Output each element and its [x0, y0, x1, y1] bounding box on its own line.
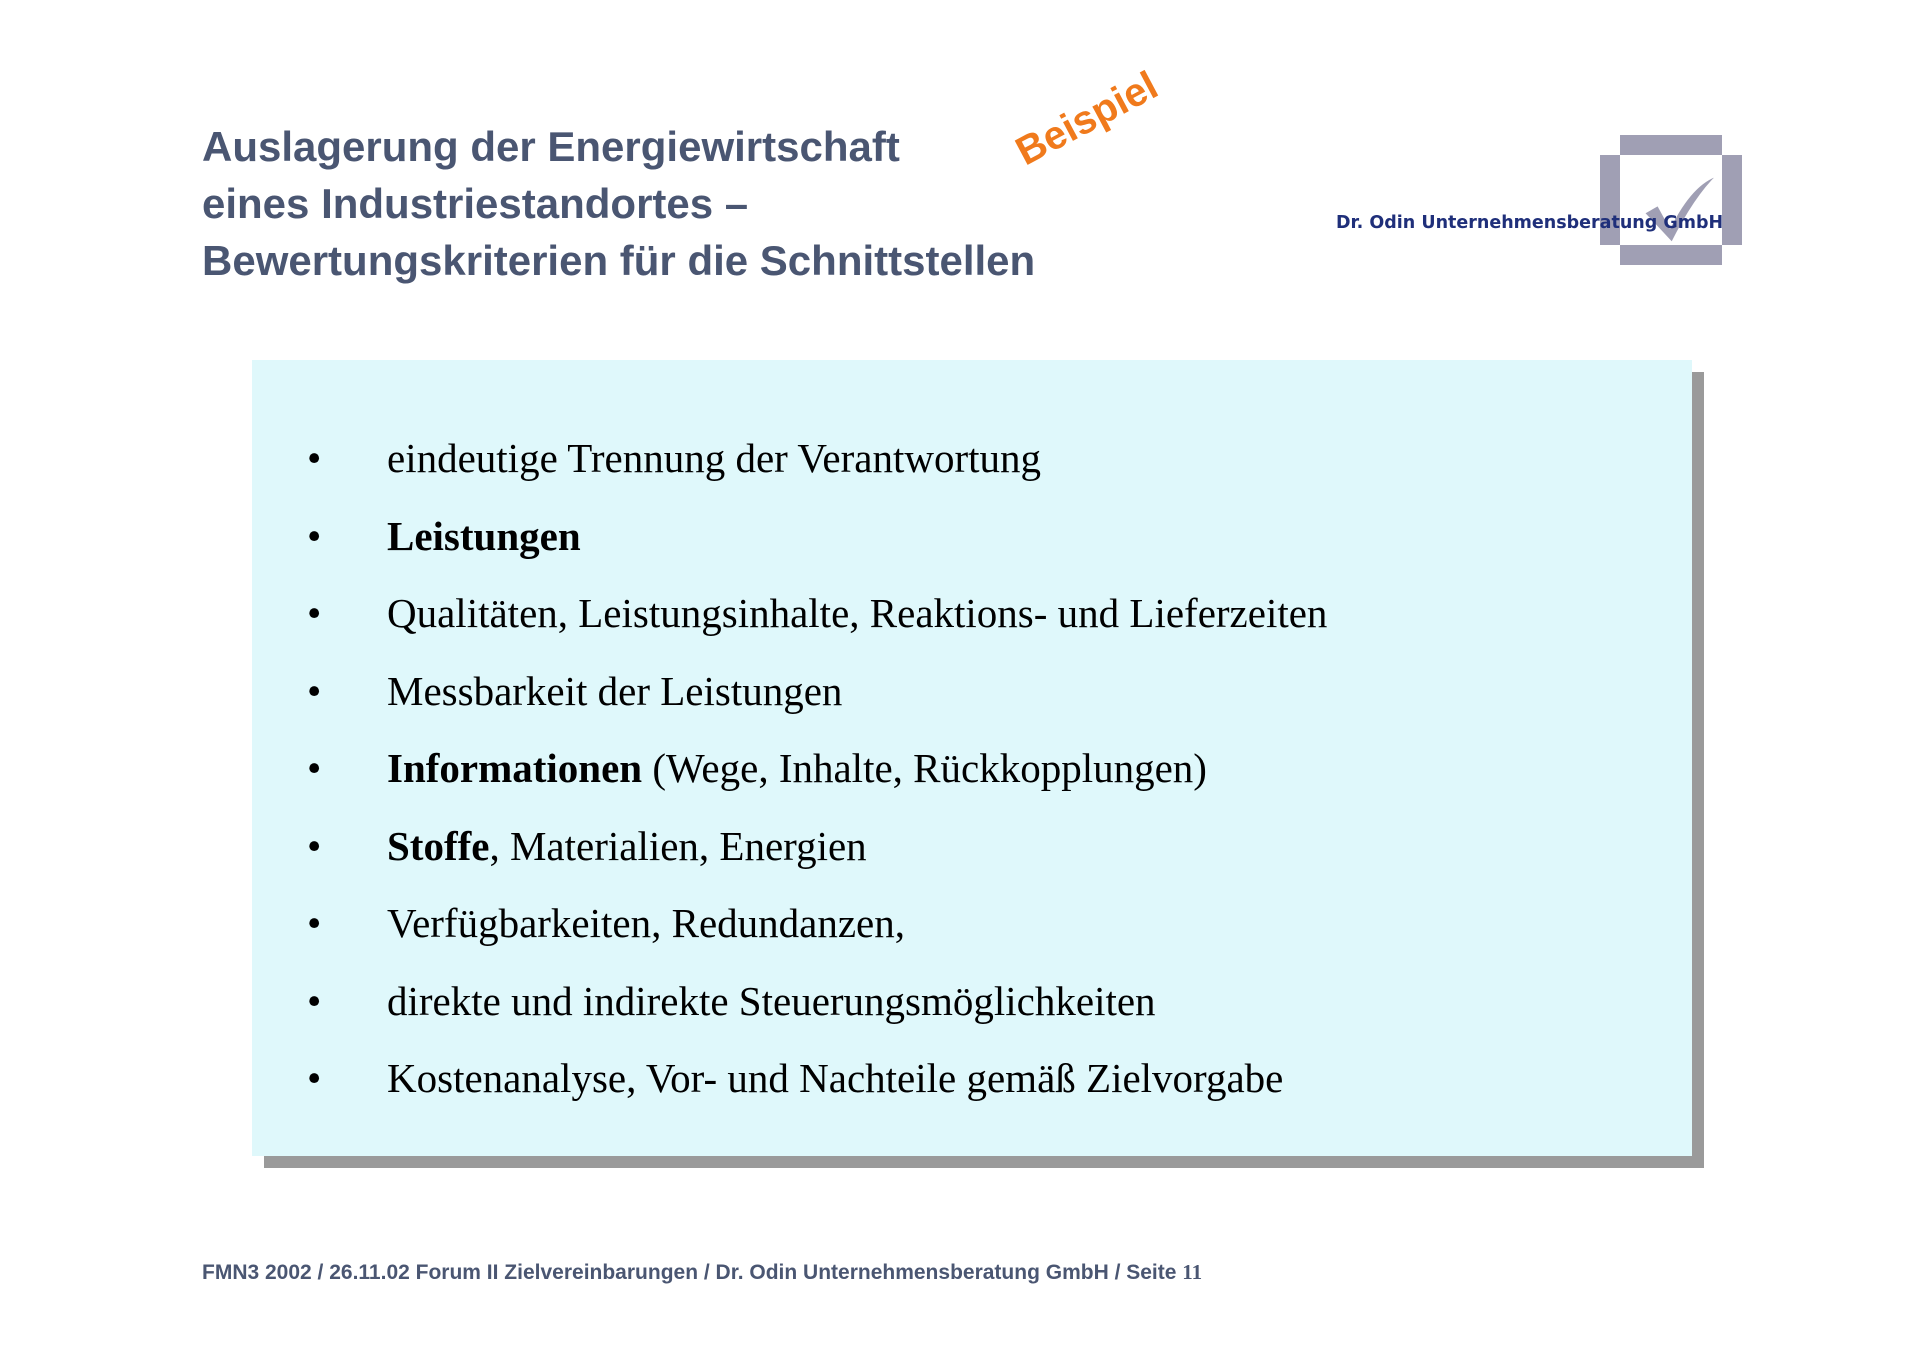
content-box	[252, 360, 1692, 1156]
bullet-point: •	[307, 512, 322, 559]
logo-text: Dr. Odin Unternehmensberatung GmbH	[1336, 213, 1724, 233]
company-logo	[1330, 135, 1750, 270]
bullet-point: •	[307, 745, 322, 791]
bullet-point: •	[307, 977, 322, 1024]
bullet-point: •	[307, 900, 322, 946]
example-badge: Beispiel	[1008, 63, 1165, 175]
list-item-text	[387, 653, 842, 731]
list-item-text	[387, 885, 905, 963]
list-item-regular: , Materialien, Energien	[489, 822, 867, 869]
list-item-bold: Stoffe	[387, 822, 490, 869]
list-item-text	[387, 963, 1156, 1041]
page-number: 11	[1182, 1260, 1203, 1284]
list-item-text	[387, 498, 581, 576]
slide-title	[202, 118, 1035, 289]
list-item-text	[387, 420, 1041, 498]
slide-footer	[202, 1260, 1202, 1285]
list-item-bold: Leistungen	[387, 512, 581, 559]
list-item-regular: Verfügbarkeiten, Redundanzen,	[387, 900, 905, 946]
footer-text: FMN3 2002 / 26.11.02 Forum II Zielvereinbarungen / Dr. Odin Unternehmensberatung GmbH / Seite	[202, 1261, 1183, 1284]
list-item-regular: direkte und indirekte Steuerungsmöglichkeiten	[387, 977, 1156, 1024]
list-item-text	[387, 575, 1327, 653]
bullet-point: •	[307, 590, 322, 636]
bullet-point: •	[307, 1055, 322, 1101]
list-item-bold: Informationen	[387, 745, 643, 791]
list-item-regular: eindeutige Trennung der Verantwortung	[387, 435, 1041, 481]
list-item-regular: Kostenanalyse, Vor- und Nachteile gemäß Zielvorgabe	[387, 1055, 1284, 1101]
bullet-point: •	[307, 822, 322, 869]
title-line-3: Bewertungskriterien für die Schnittstellen	[202, 237, 1036, 284]
list-item-regular: (Wege, Inhalte, Rückkopplungen)	[642, 745, 1207, 791]
checkmark-square-icon	[1600, 135, 1742, 265]
bullet-point: •	[307, 667, 322, 714]
list-item-text	[387, 730, 1207, 808]
list-item-text	[387, 1040, 1283, 1118]
title-line-2: eines Industriestandortes –	[202, 180, 749, 227]
list-item-regular: Messbarkeit der Leistungen	[387, 667, 843, 714]
bullet-point: •	[307, 435, 322, 481]
title-line-1: Auslagerung der Energiewirtschaft	[202, 123, 900, 170]
list-item-text	[387, 808, 867, 886]
list-item-regular: Qualitäten, Leistungsinhalte, Reaktions- und Lieferzeiten	[387, 590, 1328, 636]
